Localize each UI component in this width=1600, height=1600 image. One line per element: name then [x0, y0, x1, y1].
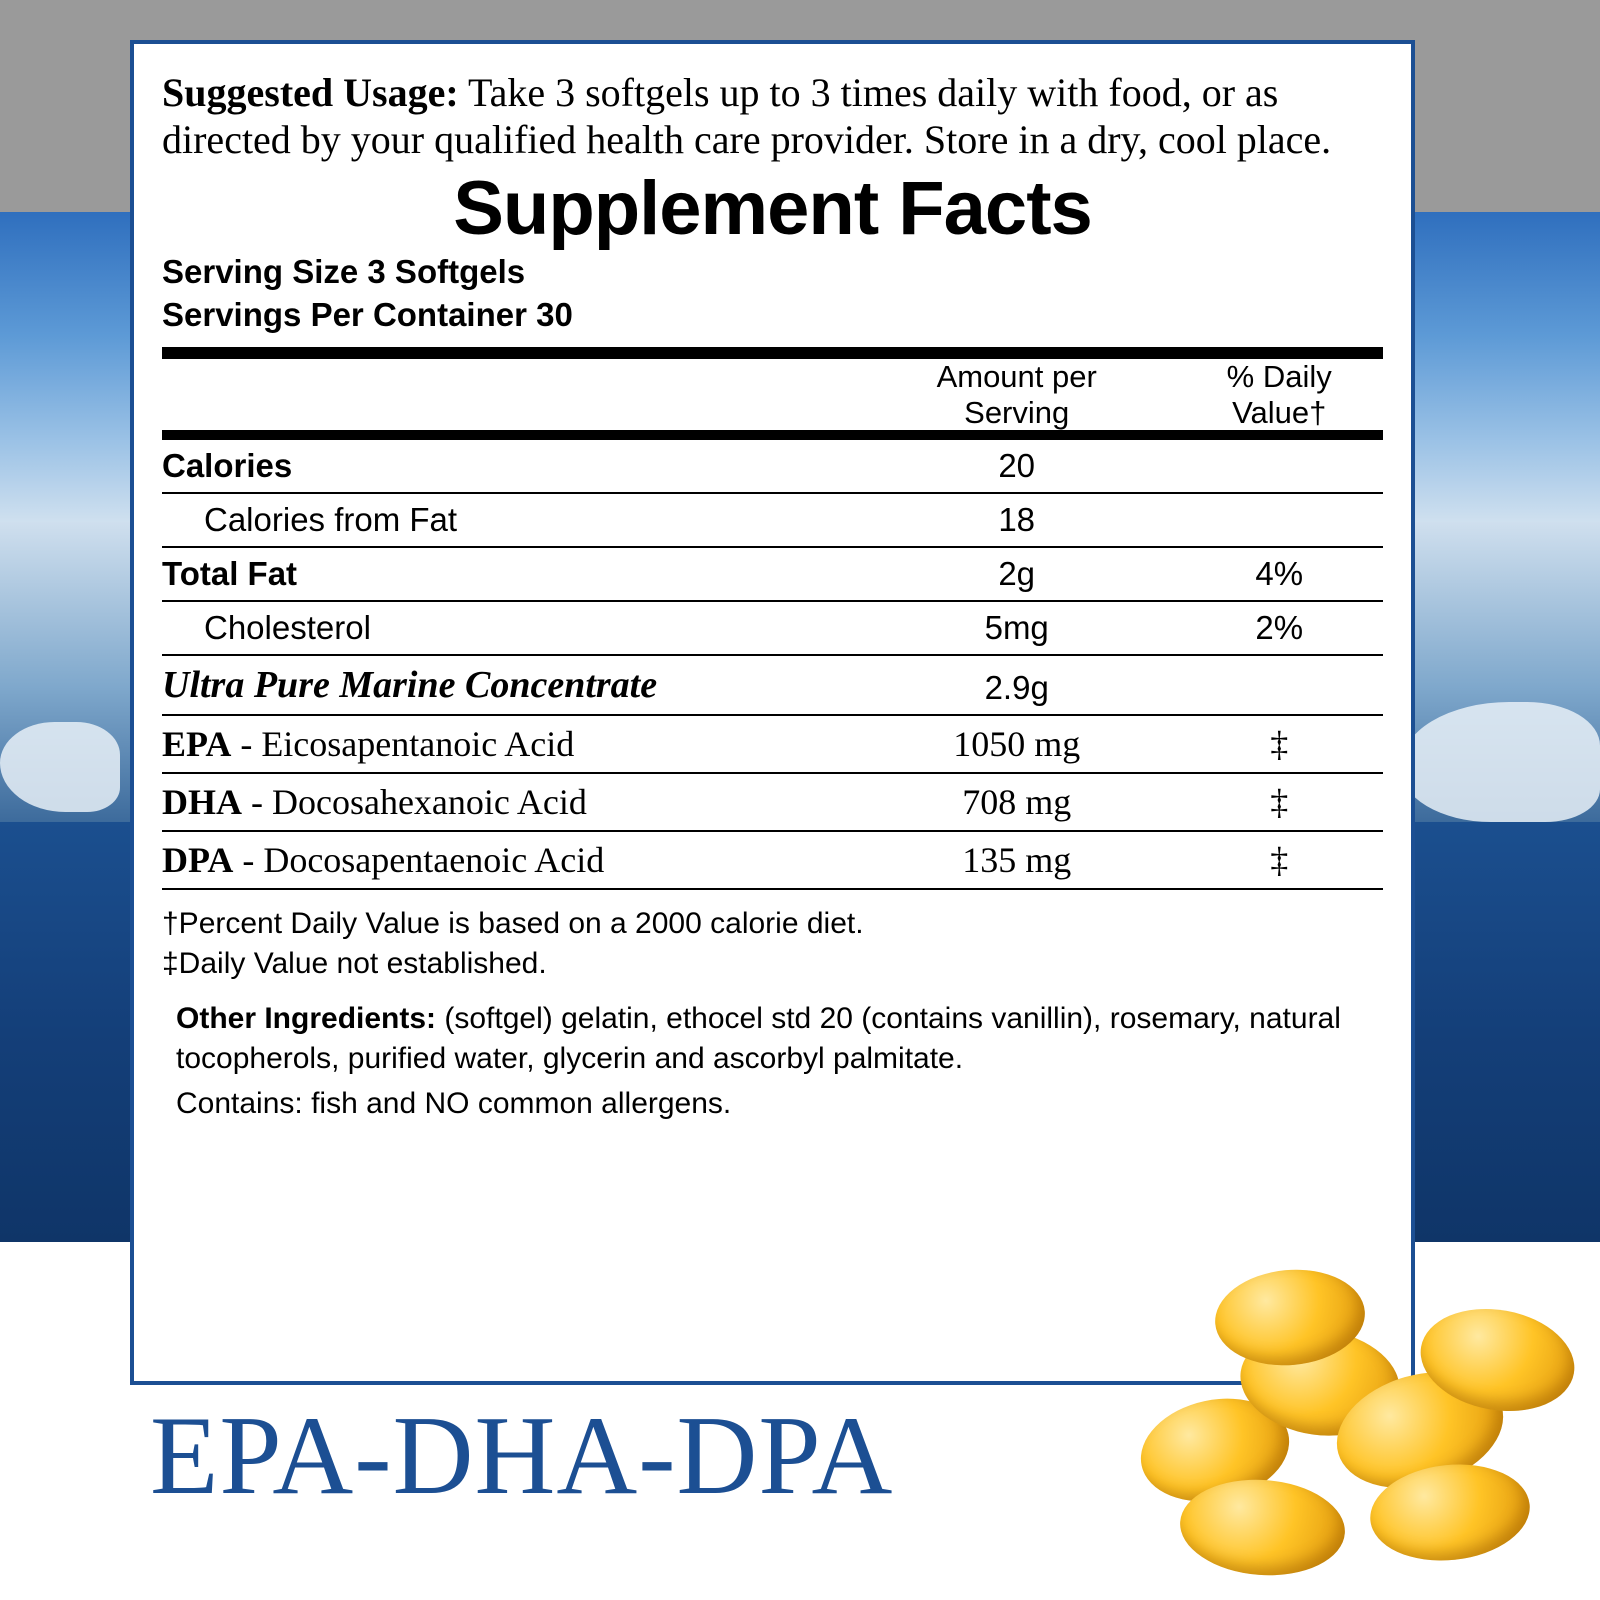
row-amount: 135 mg [858, 831, 1175, 889]
row-name-lead: EPA [162, 724, 232, 765]
header-dv-line1: % Daily [1226, 358, 1332, 394]
softgel-pile [1120, 1270, 1590, 1600]
suggested-usage [162, 70, 1383, 164]
row-daily-value: ‡ [1175, 773, 1383, 831]
row-amount: 1050 mg [858, 715, 1175, 773]
row-name [162, 715, 858, 773]
row-name-rest: - Docosahexanoic Acid [242, 782, 587, 823]
header-amount-line2: Serving [964, 394, 1070, 430]
row-name: Ultra Pure Marine Concentrate [162, 655, 858, 715]
row-amount: 2g [858, 547, 1175, 601]
page-title: Supplement Facts [453, 165, 1092, 251]
footnotes [162, 904, 1383, 983]
table-row [162, 440, 1383, 493]
table-row [162, 831, 1383, 889]
row-name [162, 831, 858, 889]
row-name: Total Fat [162, 547, 858, 601]
other-ingredients-text: (softgel) gelatin, ethocel std 20 (contains vanillin), rosemary, natural tocopherols, purified water, glycerin and ascorbyl palmitate. [176, 1002, 1341, 1076]
iceberg-shape [0, 722, 120, 812]
row-name: Calories from Fat [162, 493, 858, 547]
table-row [162, 547, 1383, 601]
row-daily-value: ‡ [1175, 715, 1383, 773]
row-daily-value [1175, 440, 1383, 493]
row-amount: 2.9g [858, 655, 1175, 715]
footnote-dv-not-established: ‡Daily Value not established. [162, 946, 547, 980]
suggested-usage-text: Take 3 softgels up to 3 times daily with food, or as directed by your qualified health care provider. Store in a dry, cool place. [162, 70, 1332, 162]
other-ingredients-heading: Other Ingredients: [176, 1002, 437, 1036]
header-amount-per-serving [858, 359, 1175, 435]
row-daily-value: ‡ [1175, 831, 1383, 889]
row-name-rest: - Docosapentaenoic Acid [233, 840, 605, 881]
brand-wordmark: EPA-DHA-DPA [150, 1394, 894, 1518]
row-amount: 5mg [858, 601, 1175, 655]
row-name: Calories [162, 440, 858, 493]
header-dv-line2: Value† [1232, 394, 1327, 430]
contains-allergens: Contains: fish and NO common allergens. [176, 1087, 732, 1121]
iceberg-shape [1400, 702, 1600, 822]
suggested-usage-heading: Suggested Usage: [162, 70, 459, 115]
row-name [162, 773, 858, 831]
header-daily-value [1175, 359, 1383, 435]
footnote-daily-value-basis: †Percent Daily Value is based on a 2000 calorie diet. [162, 907, 864, 941]
table-row [162, 773, 1383, 831]
table-row [162, 493, 1383, 547]
header-amount-line1: Amount per [936, 358, 1097, 394]
serving-size: Serving Size 3 Softgels [162, 253, 526, 291]
row-daily-value: 2% [1175, 601, 1383, 655]
row-daily-value [1175, 655, 1383, 715]
header-blank [162, 359, 858, 435]
table-header-row [162, 359, 1383, 435]
table-row [162, 655, 1383, 715]
other-ingredients [162, 999, 1383, 1079]
row-amount: 18 [858, 493, 1175, 547]
row-daily-value [1175, 493, 1383, 547]
supplement-facts-table [162, 347, 1383, 890]
row-name: Cholesterol [162, 601, 858, 655]
supplement-facts-card [130, 40, 1415, 1385]
row-name-lead: DPA [162, 840, 234, 881]
table-row [162, 715, 1383, 773]
row-amount: 20 [858, 440, 1175, 493]
row-amount: 708 mg [858, 773, 1175, 831]
row-name-rest: - Eicosapentanoic Acid [231, 724, 575, 765]
row-name-lead: DHA [162, 782, 242, 823]
servings-per-container: Servings Per Container 30 [162, 296, 573, 333]
table-row [162, 601, 1383, 655]
row-daily-value: 4% [1175, 547, 1383, 601]
